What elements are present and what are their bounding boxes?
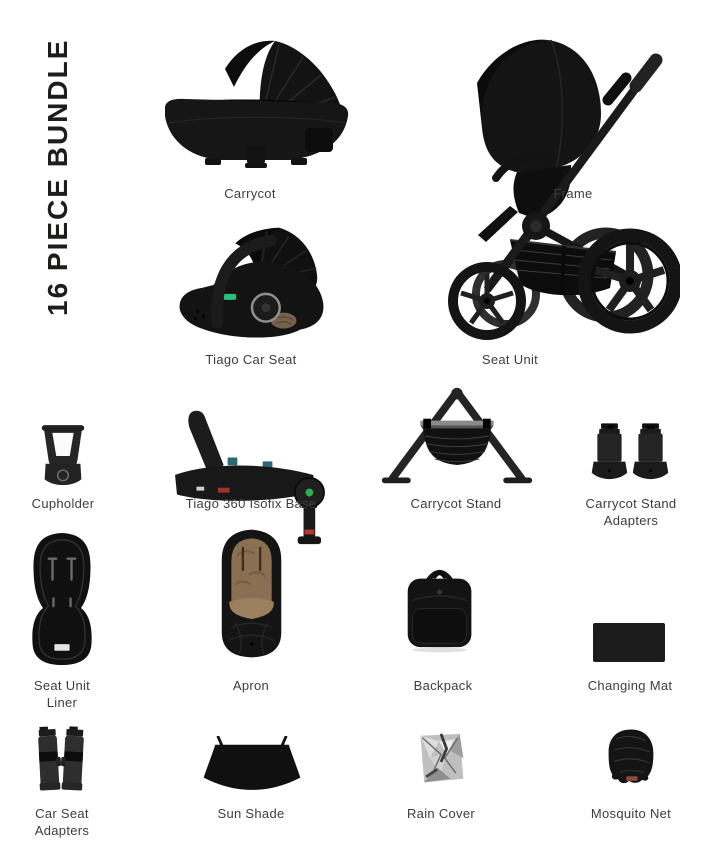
rain-cover-image: [413, 729, 469, 792]
cupholder-label: Cupholder: [31, 496, 95, 511]
seat-unit-liner-image: [24, 528, 100, 670]
backpack-image: [400, 562, 482, 654]
apron-image: [216, 526, 288, 662]
car-seat-adapters-image: [33, 726, 89, 800]
carrycot-image: [155, 33, 355, 168]
carrycot-stand-image: [374, 384, 540, 490]
carrycot-stand-label: Carrycot Stand: [410, 496, 502, 511]
seat-unit-label: Seat Unit: [481, 352, 539, 367]
apron-label: Apron: [232, 678, 270, 693]
frame-label: Frame: [553, 186, 593, 201]
changing-mat-label: Changing Mat: [587, 678, 673, 693]
frame-seat-unit-image: [420, 28, 680, 343]
seat-unit-liner-label: Seat Unit Liner: [33, 678, 91, 710]
sun-shade-image: [198, 736, 306, 794]
bundle-title: 16 PIECE BUNDLE: [42, 38, 73, 316]
carrycot-stand-adapters-label: Carrycot Stand Adapters: [585, 496, 677, 528]
cupholder-image: [34, 423, 92, 491]
backpack-label: Backpack: [413, 678, 473, 693]
mosquito-net-label: Mosquito Net: [590, 806, 672, 821]
carrycot-stand-adapters-image: [588, 423, 672, 489]
carrycot-label: Carrycot: [224, 186, 276, 201]
tiago-car-seat-image: [168, 220, 336, 350]
tiago-360-isofix-base-label: Tiago 360 Isofix Base: [185, 496, 317, 511]
mosquito-net-image: [603, 727, 659, 789]
tiago-car-seat-label: Tiago Car Seat: [205, 352, 297, 367]
changing-mat-image: [593, 623, 665, 662]
rain-cover-label: Rain Cover: [406, 806, 476, 821]
car-seat-adapters-label: Car Seat Adapters: [34, 806, 90, 838]
sun-shade-label: Sun Shade: [217, 806, 285, 821]
